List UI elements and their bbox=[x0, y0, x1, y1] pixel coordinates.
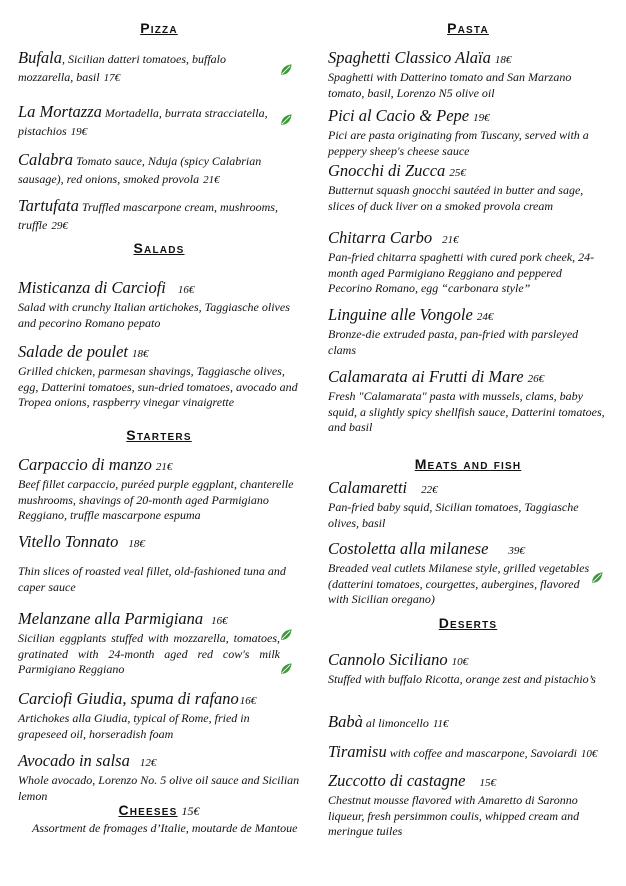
item-description: Salad with crunchy Italian artichokes, Taggiasche olives and pecorino Romano pepato bbox=[18, 300, 290, 330]
item-inline: Truffled mascarpone cream, mushrooms, truffle bbox=[18, 200, 278, 232]
item-description: Bronze-die extruded pasta, pan-fried with parsleyed clams bbox=[328, 327, 579, 357]
section-title-cheeses: Cheeses bbox=[118, 802, 178, 818]
menu-item-chitarra bbox=[328, 228, 608, 297]
item-name: Tartufata bbox=[18, 196, 79, 215]
item-name: Bufala bbox=[18, 48, 62, 67]
item-description: Breaded veal cutlets Milanese style, grilled vegetables (datterini tomatoes, courgettes, aubergines, flavored with Sicilian oregano) bbox=[328, 561, 590, 607]
item-name: Tiramisu bbox=[328, 742, 387, 761]
menu-item-pici bbox=[328, 106, 608, 159]
item-price: 21€ bbox=[442, 234, 459, 246]
menu-item-spaghetti bbox=[328, 48, 608, 101]
cheeses-price: 15€ bbox=[181, 804, 200, 818]
menu-item-misticanza bbox=[18, 278, 300, 331]
item-price: 18€ bbox=[494, 54, 512, 66]
menu-item-linguine bbox=[328, 305, 608, 358]
item-description: Stuffed with buffalo Ricotta, orange zest and pistachio’s bbox=[328, 672, 596, 686]
item-price: 22€ bbox=[421, 484, 438, 496]
item-description: Thin slices of roasted veal fillet, old-fashioned tuna and caper sauce bbox=[18, 564, 286, 594]
item-price: 24€ bbox=[476, 311, 494, 323]
leaf-icon bbox=[279, 662, 293, 676]
item-price: 21€ bbox=[155, 461, 173, 473]
section-title-meats: Meats and fish bbox=[414, 456, 522, 472]
item-description: Pan-fried chitarra spaghetti with cured pork cheek, 24-month aged Parmigiano Reggiano and peppered Pecorino Romano, egg “carbonara style” bbox=[328, 250, 595, 296]
item-name: Babà bbox=[328, 712, 363, 731]
item-price: 19€ bbox=[473, 112, 490, 124]
menu-item-melanzane bbox=[18, 609, 280, 678]
menu-item-zuccotto bbox=[328, 771, 608, 840]
leaf-icon bbox=[590, 571, 604, 585]
item-name: Calabra bbox=[18, 150, 74, 169]
item-name: Zuccotto di castagne bbox=[328, 771, 466, 790]
item-name: Gnocchi di Zucca bbox=[328, 161, 446, 180]
item-name: Carciofi Giudia, spuma di rafano bbox=[18, 689, 239, 708]
menu-item-la-mortazza bbox=[18, 102, 276, 140]
menu-item-salade-de-poulet bbox=[18, 342, 300, 411]
item-description: Pan-fried baby squid, Sicilian tomatoes, Taggiasche olives, basil bbox=[328, 500, 579, 530]
item-price: 15€ bbox=[479, 777, 496, 789]
item-description: Fresh "Calamarata" pasta with mussels, clams, baby squid, a slightly spicy shellfish sauce, Datterini tomatoes, and basil bbox=[328, 389, 605, 435]
menu-item-calamaretti bbox=[328, 478, 608, 531]
item-name: Spaghetti Classico Alaïa bbox=[328, 48, 491, 67]
item-description: Sicilian eggplants stuffed with mozzarella, tomatoes, gratinated with 24-month aged red cow's milk Parmigiano Reggiano bbox=[18, 631, 280, 677]
section-title-pizza: Pizza bbox=[140, 20, 178, 36]
menu-item-bufala bbox=[18, 48, 276, 86]
menu-item-tartufata bbox=[18, 196, 296, 234]
item-description: Butternut squash gnocchi sautéed in butter and sage, slices of duck liver on a smoked provola cream bbox=[328, 183, 584, 213]
section-title-pasta: Pasta bbox=[447, 20, 489, 36]
section-title-salads: Salads bbox=[133, 240, 185, 256]
item-description: Beef fillet carpaccio, puréed purple eggplant, chanterelle mushrooms, shavings of 20-month aged Parmigiano Reggiano, truffle mascarpone espuma bbox=[18, 477, 294, 523]
menu-item-calamarata bbox=[328, 367, 608, 436]
menu-item-carpaccio bbox=[18, 455, 300, 524]
item-description: Grilled chicken, parmesan shavings, Taggiasche olives, egg, Datterini tomatoes, sun-dried tomatoes, avocado and Tropea onions, raspberry vinegar vinaigrette bbox=[18, 364, 298, 410]
item-inline: Tomato sauce, Nduja (spicy Calabrian sausage), red onions, smoked provola bbox=[18, 154, 262, 186]
item-price: 39€ bbox=[508, 545, 525, 557]
item-name: Misticanza di Carciofi bbox=[18, 278, 166, 297]
item-price: 17€ bbox=[103, 72, 121, 84]
cheeses-header bbox=[18, 800, 300, 819]
item-price: 26€ bbox=[527, 373, 545, 385]
menu-item-tiramisu bbox=[328, 742, 618, 762]
item-name: Carpaccio di manzo bbox=[18, 455, 152, 474]
item-price: 18€ bbox=[131, 348, 149, 360]
item-description: Spaghetti with Datterino tomato and San Marzano tomato, basil, Lorenzo N5 olive oil bbox=[328, 70, 572, 100]
leaf-icon bbox=[279, 628, 293, 642]
item-price: 25€ bbox=[449, 167, 466, 179]
menu-item-avocado bbox=[18, 751, 300, 804]
leaf-icon bbox=[279, 63, 293, 77]
item-name: Costoletta alla milanese bbox=[328, 539, 489, 558]
item-price: 16€ bbox=[177, 284, 195, 296]
item-name: Cannolo Siciliano bbox=[328, 650, 448, 669]
section-title-starters: Starters bbox=[126, 427, 192, 443]
item-name: Avocado in salsa bbox=[18, 751, 130, 770]
item-inline: al limoncello bbox=[362, 716, 429, 730]
item-inline: , Sicilian datteri tomatoes, buffalo mozzarella, basil bbox=[18, 52, 226, 84]
menu-item-vitello-tonnato bbox=[18, 532, 300, 595]
item-name: Calamarata ai Frutti di Mare bbox=[328, 367, 524, 386]
menu-item-gnocchi bbox=[328, 161, 608, 214]
item-price: 12€ bbox=[139, 757, 157, 769]
item-inline: Mortadella, burrata stracciatella, pistachios bbox=[18, 106, 268, 138]
menu-item-costoletta bbox=[328, 539, 590, 608]
item-description: Whole avocado, Lorenzo No. 5 olive oil sauce and Sicilian lemon bbox=[18, 773, 300, 803]
item-description: Pici are pasta originating from Tuscany, served with a peppery sheep's cheese sauce bbox=[328, 128, 589, 158]
item-name: Pici al Cacio & Pepe bbox=[328, 106, 470, 125]
item-name: Melanzane alla Parmigiana bbox=[18, 609, 204, 628]
cheeses-description: Assortment de fromages d’Italie, moutarde de Mantoue bbox=[32, 821, 298, 835]
leaf-icon bbox=[279, 113, 293, 127]
item-description: Artichokes alla Giudia, typical of Rome, fried in grapeseed oil, horseradish foam bbox=[18, 711, 250, 741]
item-price: 29€ bbox=[51, 220, 68, 232]
item-inline: with coffee and mascarpone, Savoiardi bbox=[386, 746, 577, 760]
item-name: Linguine alle Vongole bbox=[328, 305, 473, 324]
item-price: 18€ bbox=[128, 538, 145, 550]
item-price: 16€ bbox=[211, 615, 228, 627]
menu-item-cannolo bbox=[328, 650, 608, 688]
item-price: 16€ bbox=[239, 695, 257, 707]
item-name: La Mortazza bbox=[18, 102, 102, 121]
item-name: Salade de poulet bbox=[18, 342, 128, 361]
item-price: 21€ bbox=[203, 174, 220, 186]
item-price: 11€ bbox=[432, 718, 449, 730]
item-name: Calamaretti bbox=[328, 478, 408, 497]
item-name: Vitello Tonnato bbox=[18, 532, 119, 551]
item-price: 10€ bbox=[451, 656, 469, 668]
section-title-deserts: Deserts bbox=[438, 615, 498, 631]
item-price: 10€ bbox=[580, 748, 598, 760]
menu-item-calabra bbox=[18, 150, 296, 188]
item-price: 19€ bbox=[70, 126, 88, 138]
item-name: Chitarra Carbo bbox=[328, 228, 433, 247]
menu-item-baba bbox=[328, 712, 608, 732]
menu-item-carciofi-giudia bbox=[18, 689, 300, 742]
item-description: Chestnut mousse flavored with Amaretto di Saronno liqueur, fresh persimmon coulis, whipped cream and meringue tuiles bbox=[328, 793, 580, 839]
